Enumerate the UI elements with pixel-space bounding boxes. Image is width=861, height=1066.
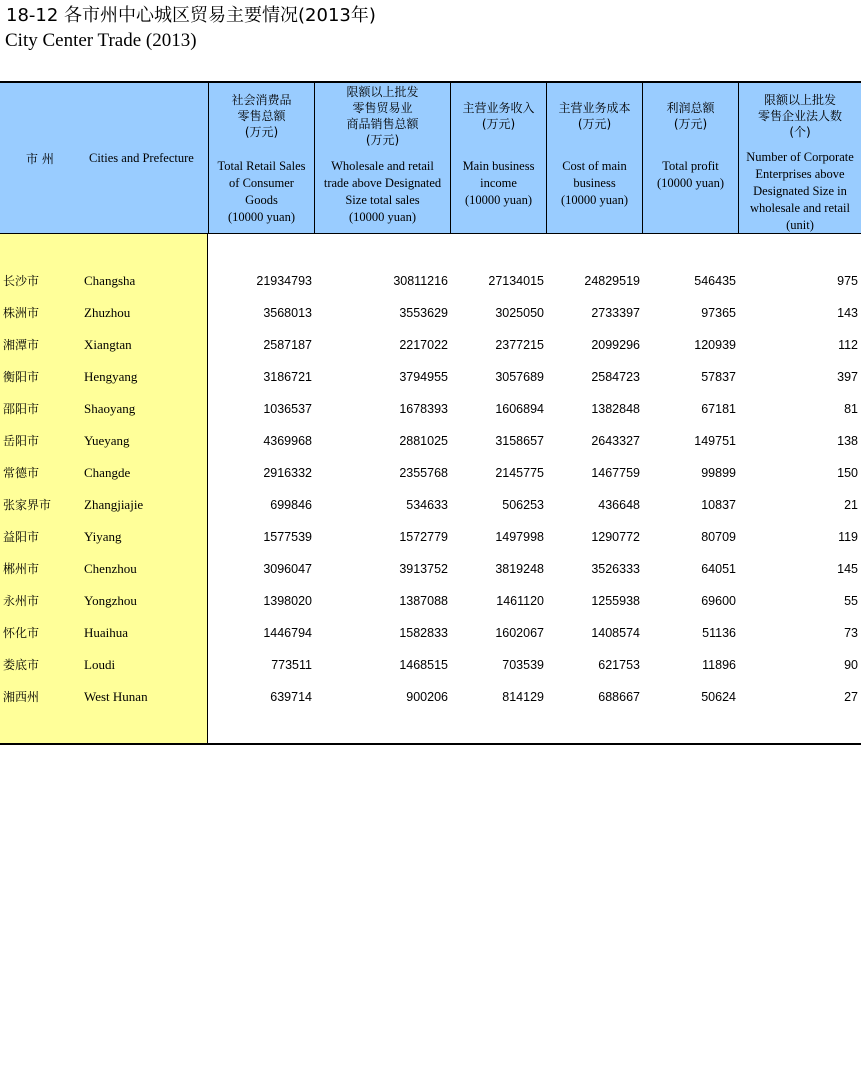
header-wholesale-cn-3: 商品销售总额	[346, 117, 419, 131]
value-profit: 10837	[701, 498, 736, 512]
header-city-en: Cities and Prefecture	[89, 151, 194, 165]
trade-table	[0, 81, 861, 746]
header-enterprises-en-4: wholesale and retail	[750, 201, 850, 215]
value-wholesale: 1572779	[399, 530, 448, 544]
value-wholesale: 900206	[406, 690, 448, 704]
value-cost: 2584723	[591, 370, 640, 384]
value-profit: 51136	[702, 626, 736, 640]
header-city-cn: 市 州	[26, 152, 54, 166]
header-retail-sales	[209, 83, 315, 233]
value-cost: 2099296	[591, 338, 640, 352]
header-enterprises-cn-1: 限额以上批发	[763, 93, 836, 107]
table-row	[0, 553, 861, 585]
city-name-en: Yongzhou	[84, 593, 137, 608]
value-enterprises: 55	[844, 594, 858, 608]
value-cost: 1408574	[591, 626, 640, 640]
header-main-income	[451, 83, 547, 233]
value-enterprises: 138	[837, 434, 858, 448]
value-retail: 21934793	[256, 274, 312, 288]
value-retail: 4369968	[263, 434, 312, 448]
city-name-en: Zhuzhou	[84, 305, 131, 320]
value-profit: 99899	[701, 466, 736, 480]
value-income: 1606894	[495, 402, 544, 416]
value-enterprises: 81	[844, 402, 858, 416]
table-row	[0, 681, 861, 713]
header-enterprises-en-3: Designated Size in	[753, 184, 847, 198]
city-name-en: Yiyang	[84, 529, 122, 544]
value-retail: 3186721	[263, 370, 312, 384]
table-row	[0, 425, 861, 457]
value-profit: 97365	[701, 306, 736, 320]
city-name-en: Xiangtan	[84, 337, 132, 352]
value-profit: 80709	[701, 530, 736, 544]
header-wholesale-unit-cn: (万元)	[365, 133, 400, 147]
city-name-cn: 永州市	[3, 594, 40, 608]
header-enterprises-unit-cn: (个)	[789, 125, 811, 139]
value-profit: 149751	[694, 434, 736, 448]
header-profit-unit-en: (10000 yuan)	[657, 176, 724, 190]
value-profit: 67181	[701, 402, 736, 416]
city-name-en: Yueyang	[84, 433, 130, 448]
value-cost: 1382848	[591, 402, 640, 416]
value-enterprises: 119	[838, 530, 858, 544]
table-row	[0, 457, 861, 489]
value-cost: 2643327	[591, 434, 640, 448]
value-cost: 436648	[598, 498, 640, 512]
value-retail: 1036537	[263, 402, 312, 416]
value-income: 814129	[502, 690, 544, 704]
header-retail-unit-cn: (万元)	[244, 125, 279, 139]
table-row	[0, 393, 861, 425]
value-cost: 1290772	[591, 530, 640, 544]
header-wholesale-en-3: Size total sales	[345, 193, 420, 207]
city-name-cn: 衡阳市	[3, 370, 40, 384]
header-retail-unit-en: (10000 yuan)	[228, 210, 295, 224]
value-wholesale: 2217022	[399, 338, 448, 352]
value-profit: 64051	[701, 562, 736, 576]
city-name-cn: 湘潭市	[3, 338, 40, 352]
header-cost-unit-en: (10000 yuan)	[561, 193, 628, 207]
city-name-cn: 张家界市	[3, 498, 52, 512]
header-retail-cn-2: 零售总额	[237, 109, 286, 123]
value-retail: 1577539	[263, 530, 312, 544]
city-name-en: West Hunan	[84, 689, 148, 704]
city-name-cn: 岳阳市	[3, 434, 40, 448]
header-retail-en-1: Total Retail Sales	[217, 159, 306, 173]
value-retail: 2916332	[263, 466, 312, 480]
value-wholesale: 534633	[406, 498, 448, 512]
city-name-en: Zhangjiajie	[84, 497, 144, 512]
value-cost: 1255938	[591, 594, 640, 608]
value-enterprises: 397	[837, 370, 858, 384]
value-income: 1497998	[495, 530, 544, 544]
value-retail: 1446794	[263, 626, 312, 640]
value-income: 3025050	[495, 306, 544, 320]
value-wholesale: 30811216	[393, 274, 448, 288]
value-wholesale: 2355768	[399, 466, 448, 480]
city-name-en: Loudi	[84, 657, 116, 672]
table-row	[0, 297, 861, 329]
city-name-cn: 怀化市	[3, 626, 40, 640]
header-profit-cn-1: 利润总额	[666, 101, 715, 115]
header-wholesale-unit-en: (10000 yuan)	[349, 210, 416, 224]
table-row	[0, 265, 861, 297]
city-name-en: Hengyang	[84, 369, 138, 384]
header-income-cn-1: 主营业务收入	[462, 101, 535, 115]
value-enterprises: 73	[844, 626, 858, 640]
value-enterprises: 150	[837, 466, 858, 480]
header-retail-cn-1: 社会消费品	[231, 93, 292, 107]
header-retail-en-3: Goods	[245, 193, 278, 207]
value-wholesale: 2881025	[399, 434, 448, 448]
city-name-en: Huaihua	[84, 625, 129, 640]
value-cost: 3526333	[591, 562, 640, 576]
city-name-cn: 常德市	[3, 466, 40, 480]
table-bottom-rule	[0, 743, 861, 745]
value-retail: 3096047	[263, 562, 312, 576]
value-income: 3819248	[495, 562, 544, 576]
header-cost-unit-cn: (万元)	[577, 117, 612, 131]
value-retail: 3568013	[263, 306, 312, 320]
city-name-en: Changsha	[84, 273, 136, 288]
value-income: 27134015	[488, 274, 544, 288]
value-income: 2377215	[495, 338, 544, 352]
header-wholesale-sales	[315, 83, 451, 233]
table-row	[0, 329, 861, 361]
table-row	[0, 585, 861, 617]
value-cost: 1467759	[591, 466, 640, 480]
value-cost: 621753	[598, 658, 640, 672]
city-name-en: Chenzhou	[84, 561, 137, 576]
header-city	[0, 83, 209, 233]
header-profit-unit-cn: (万元)	[673, 117, 708, 131]
value-enterprises: 21	[844, 498, 858, 512]
value-profit: 546435	[694, 274, 736, 288]
value-wholesale: 1678393	[399, 402, 448, 416]
header-enterprises-unit-en: (unit)	[786, 218, 814, 232]
value-profit: 11896	[702, 658, 736, 672]
city-name-cn: 长沙市	[3, 274, 40, 288]
header-enterprise-count	[739, 83, 861, 233]
city-name-cn: 益阳市	[3, 530, 40, 544]
value-wholesale: 3913752	[399, 562, 448, 576]
header-enterprises-en-1: Number of Corporate	[746, 150, 854, 164]
header-income-unit-en: (10000 yuan)	[465, 193, 532, 207]
value-income: 703539	[502, 658, 544, 672]
value-retail: 639714	[270, 690, 312, 704]
value-income: 1602067	[495, 626, 544, 640]
value-retail: 1398020	[263, 594, 312, 608]
value-cost: 24829519	[584, 274, 640, 288]
city-name-cn: 娄底市	[3, 658, 40, 672]
value-enterprises: 975	[837, 274, 858, 288]
value-retail: 699846	[270, 498, 312, 512]
value-cost: 688667	[598, 690, 640, 704]
value-wholesale: 3794955	[399, 370, 448, 384]
header-income-unit-cn: (万元)	[481, 117, 516, 131]
header-income-en-2: income	[480, 176, 517, 190]
table-title-chinese: 18-12 各市州中心城区贸易主要情况(2013年)	[6, 5, 376, 26]
header-wholesale-cn-2: 零售贸易业	[352, 101, 413, 115]
table-row	[0, 489, 861, 521]
value-income: 506253	[502, 498, 544, 512]
table-title-english: City Center Trade (2013)	[5, 30, 197, 51]
value-profit: 69600	[701, 594, 736, 608]
value-income: 3158657	[495, 434, 544, 448]
header-total-profit	[643, 83, 739, 233]
header-main-cost	[547, 83, 643, 233]
table-row	[0, 617, 861, 649]
city-name-cn: 邵阳市	[3, 402, 40, 416]
value-enterprises: 143	[837, 306, 858, 320]
header-income-en-1: Main business	[462, 159, 535, 173]
header-cost-en-2: business	[573, 176, 616, 190]
value-wholesale: 3553629	[399, 306, 448, 320]
header-retail-en-2: of Consumer	[229, 176, 294, 190]
value-enterprises: 112	[838, 338, 858, 352]
table-row	[0, 361, 861, 393]
header-enterprises-en-2: Enterprises above	[755, 167, 845, 181]
value-profit: 120939	[694, 338, 736, 352]
value-enterprises: 145	[837, 562, 858, 576]
header-cost-cn-1: 主营业务成本	[558, 101, 631, 115]
value-cost: 2733397	[591, 306, 640, 320]
city-name-cn: 湘西州	[3, 690, 40, 704]
header-enterprises-cn-2: 零售企业法人数	[757, 109, 842, 123]
header-wholesale-cn-1: 限额以上批发	[346, 85, 419, 99]
header-cost-en-1: Cost of main	[562, 159, 627, 173]
value-income: 3057689	[495, 370, 544, 384]
city-name-cn: 株洲市	[3, 306, 40, 320]
value-enterprises: 27	[844, 690, 858, 704]
value-retail: 2587187	[263, 338, 312, 352]
value-wholesale: 1387088	[399, 594, 448, 608]
value-profit: 57837	[701, 370, 736, 384]
value-enterprises: 90	[844, 658, 858, 672]
header-profit-en-1: Total profit	[662, 159, 719, 173]
city-name-cn: 郴州市	[3, 562, 40, 576]
value-profit: 50624	[701, 690, 736, 704]
city-name-en: Shaoyang	[84, 401, 136, 416]
table-row	[0, 521, 861, 553]
value-retail: 773511	[271, 658, 312, 672]
value-income: 1461120	[496, 594, 544, 608]
value-income: 2145775	[495, 466, 544, 480]
table-row	[0, 649, 861, 681]
value-wholesale: 1582833	[399, 626, 448, 640]
value-wholesale: 1468515	[399, 658, 448, 672]
header-wholesale-en-1: Wholesale and retail	[331, 159, 434, 173]
city-name-en: Changde	[84, 465, 131, 480]
header-wholesale-en-2: trade above Designated	[323, 176, 442, 190]
